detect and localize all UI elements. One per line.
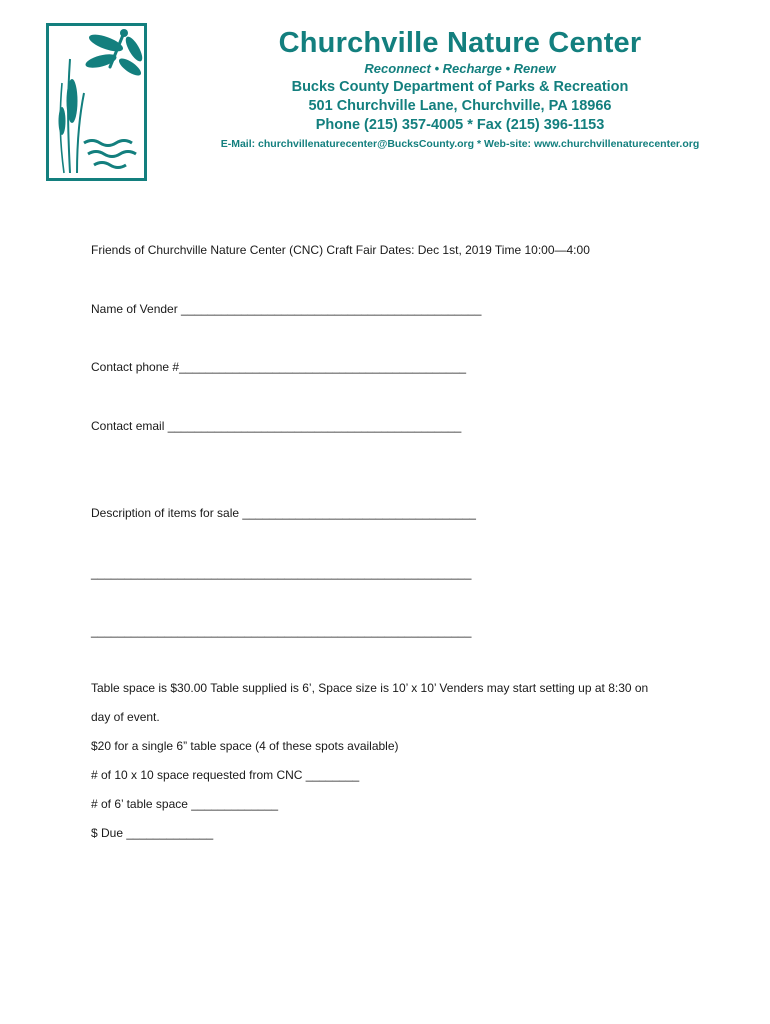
vendor-name-field: Name of Vender _____________________________________________ — [91, 302, 482, 316]
nature-center-logo — [46, 23, 147, 181]
single-table-price: $20 for a single 6” table space (4 of these spots available) — [91, 739, 399, 753]
letterhead — [180, 26, 740, 152]
description-line-3: _________________________________________________________ — [91, 624, 472, 638]
day-of-event: day of event. — [91, 710, 160, 724]
address: 501 Churchville Lane, Churchville, PA 18966 — [308, 98, 612, 114]
description-line-2: _________________________________________________________ — [91, 566, 472, 580]
amount-due-field: $ Due _____________ — [91, 826, 214, 840]
phone-fax: Phone (215) 357-4005 * Fax (215) 396-1153 — [315, 117, 605, 133]
contact-email-field: Contact email ____________________________________________ — [91, 419, 462, 433]
description-field: Description of items for sale ___________________________________ — [91, 506, 476, 520]
event-title: Friends of Churchville Nature Center (CNC) Craft Fair Dates: Dec 1st, 2019 Time 10:00—4:00 — [91, 243, 590, 257]
contact-phone-field: Contact phone #___________________________________________ — [91, 360, 467, 374]
department: Bucks County Department of Parks & Recreation — [291, 79, 629, 95]
org-name: Churchville Nature Center — [278, 27, 642, 59]
email-website: E-Mail: churchvillenaturecenter@BucksCounty.org * Web-site: www.churchvillenaturecenter.org — [220, 138, 700, 150]
tagline: Reconnect • Recharge • Renew — [364, 61, 556, 76]
space-requested-field: # of 10 x 10 space requested from CNC ________ — [91, 768, 360, 782]
table-space-info: Table space is $30.00 Table supplied is 6’, Space size is 10’ x 10’ Venders may start setting up at 8:30 on — [91, 681, 649, 695]
table-space-count-field: # of 6’ table space _____________ — [91, 797, 279, 811]
